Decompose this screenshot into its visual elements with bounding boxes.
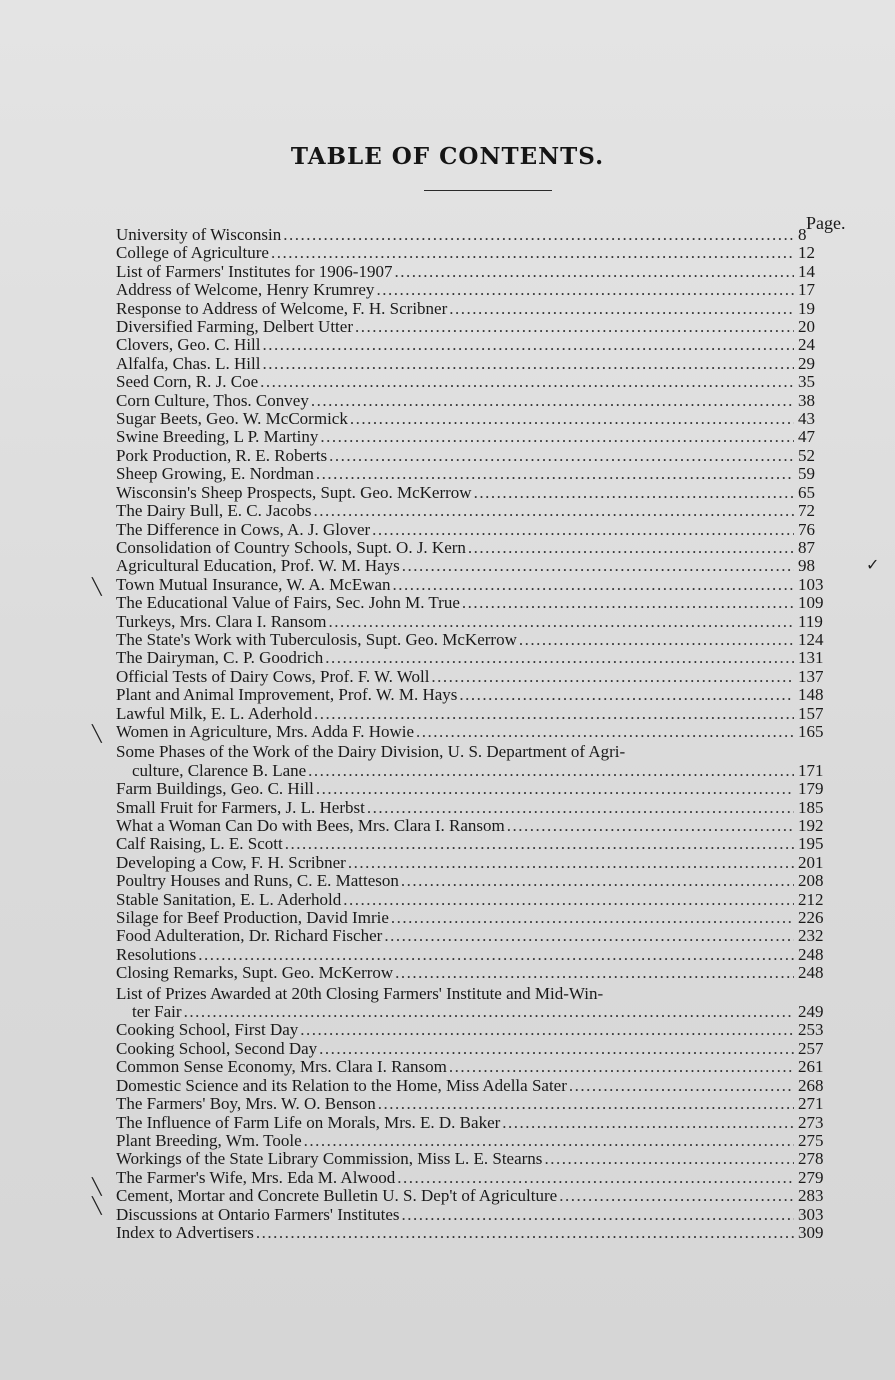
toc-entry-title: Address of Welcome, Henry Krumrey [116,280,375,300]
toc-entry [116,705,830,723]
toc-entry [116,226,830,244]
toc-entry-title: Index to Advertisers [116,1222,254,1242]
toc-entry-title: Common Sense Economy, Mrs. Clara I. Ransom [116,1057,447,1077]
leader-dots [260,373,794,391]
leader-dots [402,1206,794,1224]
toc-entry [116,909,830,927]
toc-entry [116,1114,830,1132]
toc-page-number: 261 [798,1057,824,1077]
leader-dots [468,539,794,557]
toc-entry-title: Developing a Cow, F. H. Scribner [116,852,346,872]
toc-entry [116,1058,830,1076]
toc-entry-title: Seed Corn, R. J. Coe [116,372,259,392]
toc-entry [116,854,830,872]
toc-page-number: 148 [798,685,824,705]
toc-entry-title: Clovers, Geo. C. Hill [116,335,261,355]
toc-entry [116,484,830,502]
toc-entry [116,521,830,539]
table-of-contents [116,226,830,1242]
toc-entry-title: Cooking School, First Day [116,1020,299,1040]
leader-dots [401,872,794,890]
leader-dots [544,1150,794,1168]
toc-entry-title: Workings of the State Library Commission, Miss L. E. Stearns [116,1149,543,1169]
toc-entry-title: Response to Address of Welcome, F. H. Scribner [116,298,448,318]
leader-dots [449,300,794,318]
leader-dots [316,780,794,798]
toc-entry-title: Consolidation of Country Schools, Supt. O. J. Kern [116,537,466,557]
toc-entry-title-continued: ter Fair [132,1002,182,1022]
toc-entry-title: Town Mutual Insurance, W. A. McEwan [116,574,391,594]
leader-dots [507,817,794,835]
toc-page-number: 109 [798,593,824,613]
toc-entry [116,891,830,909]
leader-dots [355,318,794,336]
toc-entry [116,799,830,817]
toc-entry-title: The Farmer's Wife, Mrs. Eda M. Alwood [116,1167,396,1187]
toc-entry [116,263,830,281]
margin-check-mark: ╲ [92,1196,102,1215]
toc-entry [116,1132,830,1150]
leader-dots [416,723,794,741]
toc-entry [116,686,830,704]
toc-entry-title: Official Tests of Dairy Cows, Prof. F. W. Woll [116,666,430,686]
toc-page-number: 232 [798,926,824,946]
toc-page-number: 275 [798,1130,824,1150]
toc-page-number: 208 [798,871,824,891]
toc-page-number: 65 [798,482,815,502]
toc-page-number: 212 [798,889,824,909]
toc-entry-title: The Educational Value of Fairs, Sec. John M. True [116,593,460,613]
toc-entry [116,1077,830,1095]
toc-entry-title: The Influence of Farm Life on Morals, Mrs. E. D. Baker [116,1112,501,1132]
toc-page-number: 278 [798,1149,824,1169]
toc-page-number: 192 [798,816,824,835]
toc-entry-title: Pork Production, R. E. Roberts [116,445,328,465]
toc-entry-title: Women in Agriculture, Mrs. Adda F. Howie [116,721,415,741]
toc-entry-title: Cement, Mortar and Concrete Bulletin U. S. Dep't of Agriculture [116,1186,558,1206]
leader-dots [304,1132,794,1150]
leader-dots [502,1114,794,1132]
leader-dots [316,465,794,483]
leader-dots [391,909,794,927]
toc-entry-title: Resolutions [116,944,197,964]
toc-entry-title: The Dairy Bull, E. C. Jacobs [116,501,312,521]
toc-page-number: 38 [798,390,815,410]
toc-entry [116,300,830,318]
toc-entry-title: Discussions at Ontario Farmers' Institutes [116,1204,400,1224]
toc-page-number: 273 [798,1112,824,1132]
leader-dots [402,557,794,575]
toc-entry [116,817,830,835]
toc-page-number: 24 [798,335,815,355]
leader-dots [343,891,794,909]
leader-dots [350,410,794,428]
toc-entry-title: The Dairyman, C. P. Goodrich [116,648,324,668]
leader-dots [394,263,794,281]
leader-dots [462,594,794,612]
toc-page-number: 119 [798,611,823,631]
toc-entry-title: List of Prizes Awarded at 20th Closing Farmers' Institute and Mid-Win- [116,983,604,1003]
leader-dots [449,1058,794,1076]
toc-entry-title: Plant Breeding, Wm. Toole [116,1130,302,1150]
leader-dots [300,1021,794,1039]
margin-check-mark: ╲ [92,1177,102,1196]
toc-page-number: 165 [798,721,824,741]
toc-page-number: 12 [798,243,815,263]
margin-tick-mark: ✓ [866,555,880,574]
toc-page-number: 309 [798,1222,824,1242]
leader-dots [263,336,795,354]
leader-dots [319,1040,794,1058]
leader-dots [474,484,794,502]
leader-dots [262,355,794,373]
toc-page-number: 137 [798,666,824,686]
toc-page-number: 98 [798,556,815,576]
leader-dots [320,428,794,446]
leader-dots [519,631,794,649]
leader-dots [325,649,794,667]
toc-entry-title: Domestic Science and its Relation to the Home, Miss Adella Sater [116,1075,567,1095]
leader-dots [397,1169,794,1187]
toc-entry [116,668,830,686]
toc-entry-title: The Farmers' Boy, Mrs. W. O. Benson [116,1094,376,1114]
toc-page-number: 14 [798,261,815,281]
toc-entry [116,872,830,890]
toc-page-number: 268 [798,1075,824,1095]
toc-page-number: 253 [798,1020,824,1040]
toc-entry-title: Corn Culture, Thos. Convey [116,390,309,410]
toc-entry [116,1187,830,1205]
toc-entry [116,576,830,594]
toc-page-number: 8 [798,225,807,244]
toc-page-number: 271 [798,1094,824,1114]
toc-entry-title: Stable Sanitation, E. L. Aderhold [116,889,342,909]
toc-page-number: 226 [798,908,824,928]
toc-page-number: 171 [798,760,824,780]
toc-entry [116,946,830,964]
toc-entry-title: Food Adulteration, Dr. Richard Fischer [116,926,383,946]
toc-page-number: 124 [798,629,824,649]
toc-entry [116,631,830,649]
toc-page-number: 179 [798,779,824,799]
toc-entry [116,502,830,520]
toc-entry-title: Wisconsin's Sheep Prospects, Supt. Geo. McKerrow [116,482,472,502]
toc-entry-title: Farm Buildings, Geo. C. Hill [116,779,314,799]
toc-page-number: 17 [798,280,815,300]
toc-entry [116,723,830,741]
leader-dots [384,927,794,945]
toc-entry [116,1169,830,1187]
toc-entry [116,428,830,446]
leader-dots [329,447,794,465]
leader-dots [431,668,794,686]
toc-entry-title: Diversified Farming, Delbert Utter [116,317,353,337]
toc-entry [116,927,830,945]
toc-entry [116,594,830,612]
leader-dots [283,226,794,244]
page-column-heading: Page. [806,213,846,233]
toc-page-number: 303 [798,1204,824,1224]
toc-entry-title: Cooking School, Second Day [116,1038,318,1058]
toc-entry-title: Agricultural Education, Prof. W. M. Hays [116,556,400,576]
toc-entry-title: Sugar Beets, Geo. W. McCormick [116,409,348,429]
toc-entry-title: The State's Work with Tuberculosis, Supt. Geo. McKerrow [116,629,517,649]
toc-entry [116,964,830,982]
toc-page-number: 43 [798,409,815,429]
leader-dots [256,1224,794,1242]
leader-dots [393,576,794,594]
toc-entry-title: University of Wisconsin [116,225,282,244]
toc-page-number: 103 [798,574,824,594]
toc-page-number: 52 [798,445,815,465]
leader-dots [395,964,794,982]
leader-dots [285,835,794,853]
leader-dots [311,392,794,410]
toc-entry [116,1206,830,1224]
toc-entry [116,244,830,262]
toc-entry [116,1021,830,1039]
toc-page-number: 249 [798,1002,824,1022]
title-rule [424,190,552,191]
leader-dots [367,799,794,817]
toc-entry [116,318,830,336]
leader-dots [314,705,794,723]
toc-entry-title: Poultry Houses and Runs, C. E. Matteson [116,871,399,891]
toc-page-number: 20 [798,317,815,337]
toc-entry [116,649,830,667]
toc-entry [116,539,830,557]
toc-entry [116,447,830,465]
toc-entry-title: College of Agriculture [116,243,269,263]
toc-page-number: 279 [798,1167,824,1187]
toc-entry [116,355,830,373]
toc-page-number: 185 [798,797,824,817]
toc-page-number: 131 [798,648,824,668]
toc-entry-title: Calf Raising, L. E. Scott [116,834,283,854]
toc-entry [116,1150,830,1168]
toc-entry [116,1224,830,1242]
leader-dots [569,1077,794,1095]
toc-entry [116,780,830,798]
toc-entry-title: Turkeys, Mrs. Clara I. Ransom [116,611,327,631]
toc-page-number: 195 [798,834,824,854]
leader-dots [328,613,794,631]
toc-page-number: 248 [798,944,824,964]
toc-entry-title: Swine Breeding, L P. Martiny [116,427,319,447]
toc-entry [116,281,830,299]
toc-page-number: 257 [798,1038,824,1058]
toc-page-number: 72 [798,501,815,521]
toc-entry-title: Alfalfa, Chas. L. Hill [116,353,261,373]
toc-entry [116,835,830,853]
toc-entry [116,557,830,575]
toc-entry [116,373,830,391]
leader-dots [184,1003,794,1021]
toc-page-number: 47 [798,427,815,447]
toc-page-number: 29 [798,353,815,373]
toc-page-number: 19 [798,298,815,318]
toc-page-number: 157 [798,703,824,723]
toc-page-number: 76 [798,519,815,539]
toc-page-number: 35 [798,372,815,392]
toc-entry-title-continued: culture, Clarence B. Lane [132,760,307,780]
leader-dots [378,1095,794,1113]
toc-page-number: 59 [798,464,815,484]
toc-entry-title: Plant and Animal Improvement, Prof. W. M. Hays [116,685,458,705]
toc-entry-title: Silage for Beef Production, David Imrie [116,908,389,928]
leader-dots [271,244,794,262]
toc-entry [116,1040,830,1058]
toc-page-number: 201 [798,852,824,872]
toc-entry [116,410,830,428]
toc-entry [116,1095,830,1113]
toc-page-number: 87 [798,537,815,557]
leader-dots [348,854,794,872]
toc-entry-title: List of Farmers' Institutes for 1906-1907 [116,261,393,281]
leader-dots [559,1187,794,1205]
leader-dots [198,946,794,964]
toc-entry [116,336,830,354]
toc-entry-title: Sheep Growing, E. Nordman [116,464,314,484]
toc-entry-title: Some Phases of the Work of the Dairy Division, U. S. Department of Agri- [116,742,626,762]
margin-check-mark: ╲ [92,577,102,596]
toc-entry-title: Closing Remarks, Supt. Geo. McKerrow [116,963,394,983]
toc-entry-title: The Difference in Cows, A. J. Glover [116,519,371,539]
leader-dots [313,502,794,520]
margin-check-mark: ╲ [92,724,102,743]
toc-entry-title: Small Fruit for Farmers, J. L. Herbst [116,797,365,817]
toc-entry-title: Lawful Milk, E. L. Aderhold [116,703,312,723]
leader-dots [308,762,794,780]
toc-entry [116,985,830,1022]
toc-entry [116,743,830,780]
toc-entry-title: What a Woman Can Do with Bees, Mrs. Clara I. Ransom [116,816,505,835]
page-title: TABLE OF CONTENTS. [290,143,605,170]
leader-dots [372,521,794,539]
leader-dots [459,686,794,704]
leader-dots [376,281,794,299]
toc-entry [116,392,830,410]
toc-page-number: 283 [798,1186,824,1206]
toc-entry [116,613,830,631]
toc-entry [116,465,830,483]
toc-page-number: 248 [798,963,824,983]
